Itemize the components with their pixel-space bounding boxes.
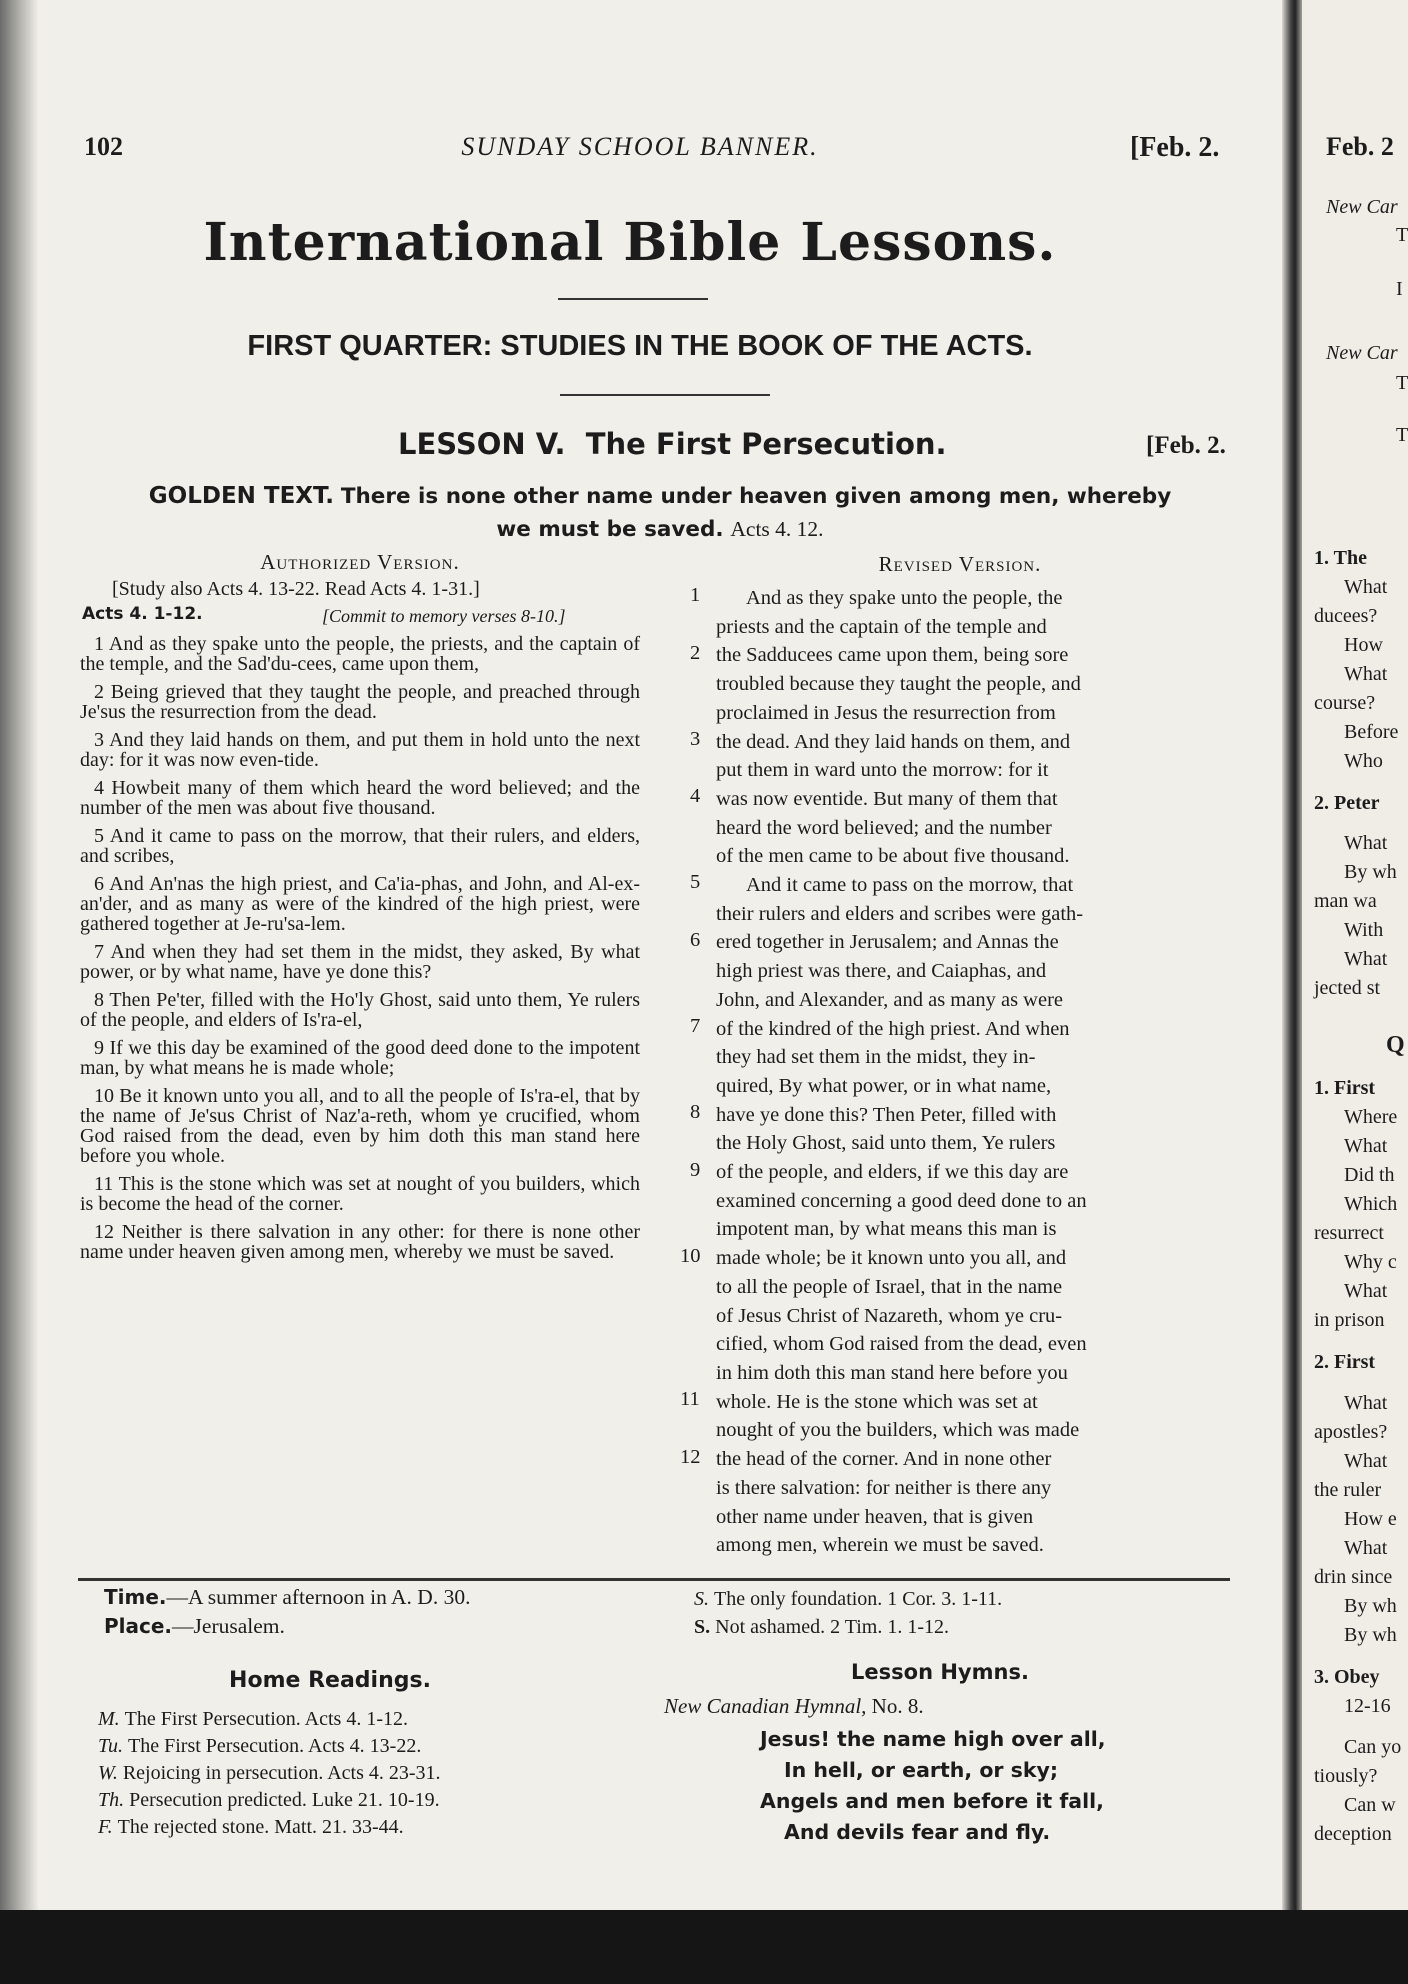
home-reading-text: The rejected stone. Matt. 21. 33-44. — [117, 1816, 404, 1838]
lesson-heading: LESSON V. The First Persecution. — [398, 427, 947, 461]
authorized-verse: 9 If we this day be examined of the good deed done to the impotent man, by what means he is made whole; — [80, 1037, 640, 1079]
revised-line: cified, whom God raised from the dead, even — [716, 1333, 1087, 1356]
revised-line: priests and the captain of the temple and — [716, 615, 1047, 638]
revised-line: heard the word believed; and the number — [716, 816, 1052, 839]
home-reading-day: M. — [98, 1708, 120, 1730]
home-reading-day: S. — [694, 1616, 711, 1638]
facing-page-line: course? — [1314, 692, 1376, 714]
revised-line: examined concerning a good deed done to an — [716, 1189, 1087, 1212]
facing-page-line: By wh — [1344, 1624, 1397, 1646]
facing-page-line: T — [1396, 224, 1408, 246]
revised-verse-number: 8 — [690, 1101, 701, 1123]
book-gutter — [1282, 0, 1304, 1984]
revised-verse-number: 6 — [690, 929, 701, 951]
facing-page-line: Q — [1386, 1032, 1405, 1058]
facing-page-line: Feb. 2 — [1326, 132, 1394, 161]
revised-line: of the kindred of the high priest. And when — [716, 1017, 1070, 1040]
revised-line: the head of the corner. And in none other — [716, 1448, 1052, 1471]
home-reading-text: Not ashamed. 2 Tim. 1. 1-12. — [715, 1616, 950, 1638]
authorized-verse: 12 Neither is there salvation in any other: for there is none other name under heaven given among men, whereby we must be saved. — [80, 1221, 640, 1263]
revised-line: And as they spake unto the people, the — [746, 587, 1063, 609]
hymn-number: No. 8. — [871, 1694, 924, 1718]
facing-page-line: Before — [1344, 721, 1399, 743]
facing-page-line: By wh — [1344, 1595, 1397, 1617]
home-reading-day: Th. — [98, 1789, 125, 1811]
scan-shadow — [0, 1910, 1408, 1984]
home-reading-text: Rejoicing in persecution. Acts 4. 23-31. — [122, 1762, 441, 1784]
hymn-line: And devils fear and fly. — [784, 1820, 1051, 1844]
facing-page-line: deception — [1314, 1823, 1392, 1845]
hymn-source-line — [664, 1694, 924, 1719]
facing-page-line: drin since — [1314, 1566, 1393, 1588]
revised-line: in him doth this man stand here before you — [716, 1361, 1068, 1384]
revised-verse-number: 2 — [690, 642, 701, 664]
running-title: SUNDAY SCHOOL BANNER. — [461, 132, 819, 161]
revised-verse-number: 3 — [690, 728, 701, 750]
facing-page-line: With — [1344, 919, 1384, 941]
facing-page-line: What — [1344, 832, 1388, 854]
revised-line: have ye done this? Then Peter, filled with — [716, 1103, 1057, 1126]
revised-line: whole. He is the stone which was set at — [716, 1390, 1038, 1413]
section-divider — [78, 1578, 1230, 1581]
facing-page-line: What — [1344, 948, 1388, 970]
facing-page-line: New Car — [1326, 196, 1398, 218]
facing-page-line: 3. Obey — [1314, 1666, 1380, 1688]
facing-page-line: Can w — [1344, 1794, 1396, 1816]
revised-line: among men, wherein we must be saved. — [716, 1534, 1044, 1557]
authorized-verse: 4 Howbeit many of them which heard the word believed; and the number of the men was about five thousand. — [80, 777, 640, 819]
revised-line: John, and Alexander, and as many as were — [716, 988, 1063, 1011]
facing-page-line: What — [1344, 1537, 1388, 1559]
revised-line: was now eventide. But many of them that — [716, 787, 1058, 810]
home-readings-heading: Home Readings. — [229, 1668, 431, 1693]
revised-line: of the people, and elders, if we this day are — [716, 1161, 1069, 1184]
revised-line: troubled because they taught the people, and — [716, 673, 1081, 696]
home-reading-item — [694, 1613, 949, 1641]
hymn-source: New Canadian Hymnal, — [664, 1694, 867, 1718]
revised-line: nought of you the builders, which was made — [716, 1419, 1080, 1442]
revised-line: they had set them in the midst, they in- — [716, 1046, 1036, 1069]
facing-page-line: 1. The — [1314, 547, 1367, 569]
revised-text — [716, 584, 1232, 1560]
time-value: —A summer afternoon in A. D. 30. — [166, 1585, 471, 1609]
authorized-verse: 10 Be it known unto you all, and to all the people of Is'ra-el, that by the name of Je'sus Christ of Naz'a-reth, whom ye crucified, whom God raised from the dead, even by him doth this man stand here before you whole. — [80, 1085, 640, 1167]
revised-line: the Holy Ghost, said unto them, Ye rulers — [716, 1132, 1056, 1155]
golden-text-line2: we must be saved. — [496, 517, 724, 542]
home-reading-text: The First Persecution. Acts 4. 1-12. — [124, 1708, 408, 1730]
revised-line: impotent man, by what means this man is — [716, 1218, 1057, 1241]
facing-page-line: What — [1344, 663, 1388, 685]
facing-page-line: I — [1396, 278, 1403, 300]
facing-page-line: How e — [1344, 1508, 1397, 1530]
authorized-verse: 11 This is the stone which was set at nought of you builders, which is become the head of the corner. — [80, 1173, 640, 1215]
golden-text — [140, 480, 1180, 546]
home-reading-item — [98, 1732, 421, 1760]
facing-page-line: Did th — [1344, 1164, 1395, 1186]
home-reading-item — [98, 1705, 408, 1733]
revised-line: the Sadducees came upon them, being sore — [716, 644, 1069, 667]
golden-text-label: GOLDEN TEXT. — [148, 483, 334, 509]
golden-text-reference: Acts 4. 12. — [730, 517, 824, 541]
authorized-memory-note: [Commit to memory verses 8-10.] — [322, 606, 566, 626]
facing-page-line: apostles? — [1314, 1421, 1388, 1443]
facing-page-line: tiously? — [1314, 1765, 1378, 1787]
lesson-date: [Feb. 2. — [1146, 432, 1226, 459]
hymn-line: In hell, or earth, or sky; — [784, 1758, 1059, 1782]
time-line — [104, 1585, 470, 1610]
revised-line: their rulers and elders and scribes were gath- — [716, 902, 1084, 925]
place-value: —Jerusalem. — [172, 1614, 285, 1638]
facing-page-line: How — [1344, 634, 1383, 656]
authorized-passage: Acts 4. 1-12. — [82, 604, 203, 624]
authorized-verse: 5 And it came to pass on the morrow, that their rulers, and elders, and scribes, — [80, 825, 640, 867]
place-label: Place. — [104, 1614, 173, 1638]
facing-page-line: the ruler — [1314, 1479, 1382, 1501]
revised-line: the dead. And they laid hands on them, and — [716, 730, 1071, 753]
facing-page-line: jected st — [1314, 977, 1381, 999]
revised-verse-number: 9 — [690, 1159, 701, 1181]
page-number: 102 — [84, 132, 123, 161]
authorized-verse: 8 Then Pe'ter, filled with the Ho'ly Ghost, said unto them, Ye rulers of the people, and elders of Is'ra-el, — [80, 989, 640, 1031]
authorized-verses — [80, 634, 640, 1262]
facing-page-line: resurrect — [1314, 1222, 1384, 1244]
facing-page-line: T — [1396, 424, 1408, 446]
revised-line: high priest was there, and Caiaphas, and — [716, 960, 1047, 983]
home-reading-day: Tu. — [98, 1735, 124, 1757]
home-reading-day: W. — [98, 1762, 118, 1784]
home-reading-item — [98, 1813, 404, 1841]
authorized-verse: 1 And as they spake unto the people, the priests, and the captain of the temple, and the Sad'du-cees, came upon them, — [80, 633, 640, 675]
facing-page-line: By wh — [1344, 861, 1397, 883]
facing-page-line: 12-16 — [1344, 1695, 1391, 1717]
title-rule — [558, 298, 708, 300]
revised-line: And it came to pass on the morrow, that — [746, 874, 1074, 897]
authorized-verse: 7 And when they had set them in the midst, they asked, By what power, or by what name, have ye done this? — [80, 941, 640, 983]
home-reading-item — [98, 1759, 441, 1787]
facing-page-line: Which — [1344, 1193, 1398, 1215]
facing-page-line: T — [1396, 372, 1408, 394]
facing-page-line: Where — [1344, 1106, 1398, 1128]
authorized-verse: 2 Being grieved that they taught the people, and preached through Je'sus the resurrection from the dead. — [80, 681, 640, 723]
revised-verse-number: 4 — [690, 785, 701, 807]
facing-page-line: man wa — [1314, 890, 1377, 912]
running-date: [Feb. 2. — [1130, 132, 1220, 163]
revised-verse-number: 7 — [690, 1015, 701, 1037]
lesson-hymns-heading: Lesson Hymns. — [851, 1660, 1029, 1684]
revised-verse-number: 12 — [680, 1446, 701, 1468]
facing-page-line: 1. First — [1314, 1077, 1376, 1099]
revised-line: put them in ward unto the morrow: for it — [716, 759, 1049, 782]
facing-page-line: 2. First — [1314, 1351, 1376, 1373]
place-line — [104, 1614, 285, 1639]
golden-text-line1: There is none other name under heaven given among men, whereby — [340, 484, 1172, 509]
facing-page-line: New Car — [1326, 342, 1398, 364]
facing-page-line: ducees? — [1314, 605, 1378, 627]
facing-page-line: 2. Peter — [1314, 792, 1380, 814]
facing-page — [1302, 0, 1408, 1910]
hymn-verse — [760, 1724, 1106, 1848]
home-reading-item — [694, 1585, 1002, 1613]
home-reading-text: The only foundation. 1 Cor. 3. 1-11. — [714, 1588, 1003, 1610]
facing-page-line: What — [1344, 1280, 1388, 1302]
hymn-line: Angels and men before it fall, — [760, 1789, 1104, 1813]
facing-page-line: Why c — [1344, 1251, 1397, 1273]
authorized-verse: 6 And An'nas the high priest, and Ca'ia-phas, and John, and Al-ex-an'der, and as many as were of the kindred of the high priest, were gathered together at Je-ru'sa-lem. — [80, 873, 640, 935]
facing-page-line: What — [1344, 1135, 1388, 1157]
revised-line: to all the people of Israel, that in the name — [716, 1275, 1063, 1298]
home-reading-item — [98, 1786, 440, 1814]
revised-verse-number: 10 — [680, 1245, 701, 1267]
home-reading-day: S. — [694, 1588, 709, 1610]
revised-line: of Jesus Christ of Nazareth, whom ye cru- — [716, 1304, 1063, 1327]
quarter-rule — [560, 394, 770, 396]
home-reading-text: Persecution predicted. Luke 21. 10-19. — [129, 1789, 440, 1811]
authorized-study-note: [Study also Acts 4. 13-22. Read Acts 4. 1-31.] — [112, 578, 480, 600]
revised-line: ered together in Jerusalem; and Annas the — [716, 931, 1059, 954]
home-reading-text: The First Persecution. Acts 4. 13-22. — [128, 1735, 422, 1757]
revised-line: other name under heaven, that is given — [716, 1505, 1034, 1528]
facing-page-line: What — [1344, 1450, 1388, 1472]
authorized-verse: 3 And they laid hands on them, and put them in hold unto the next day: for it was now even-tide. — [80, 729, 640, 771]
revised-verse-number: 1 — [690, 584, 701, 606]
revised-verse-number: 5 — [690, 871, 701, 893]
quarter-heading: FIRST QUARTER: STUDIES IN THE BOOK OF THE ACTS. — [247, 330, 1033, 362]
facing-page-line: Who — [1344, 750, 1383, 772]
revised-verse-number: 11 — [680, 1388, 700, 1410]
revised-line: proclaimed in Jesus the resurrection from — [716, 701, 1056, 724]
time-label: Time. — [104, 1585, 167, 1609]
hymn-line: Jesus! the name high over all, — [760, 1727, 1106, 1751]
revised-line: of the men came to be about five thousand. — [716, 845, 1070, 868]
revised-line: quired, By what power, or in what name, — [716, 1074, 1052, 1097]
revised-line: is there salvation: for neither is there any — [716, 1476, 1052, 1499]
main-title: International Bible Lessons. — [203, 212, 1057, 273]
facing-page-line: in prison — [1314, 1309, 1385, 1331]
revised-line: made whole; be it known unto you all, and — [716, 1247, 1067, 1270]
authorized-heading: Authorized Version. — [260, 550, 460, 574]
facing-page-line: What — [1344, 1392, 1388, 1414]
facing-page-line: What — [1344, 576, 1388, 598]
revised-heading: Revised Version. — [878, 552, 1042, 576]
facing-page-line: Can yo — [1344, 1736, 1402, 1758]
home-reading-day: F. — [98, 1816, 113, 1838]
